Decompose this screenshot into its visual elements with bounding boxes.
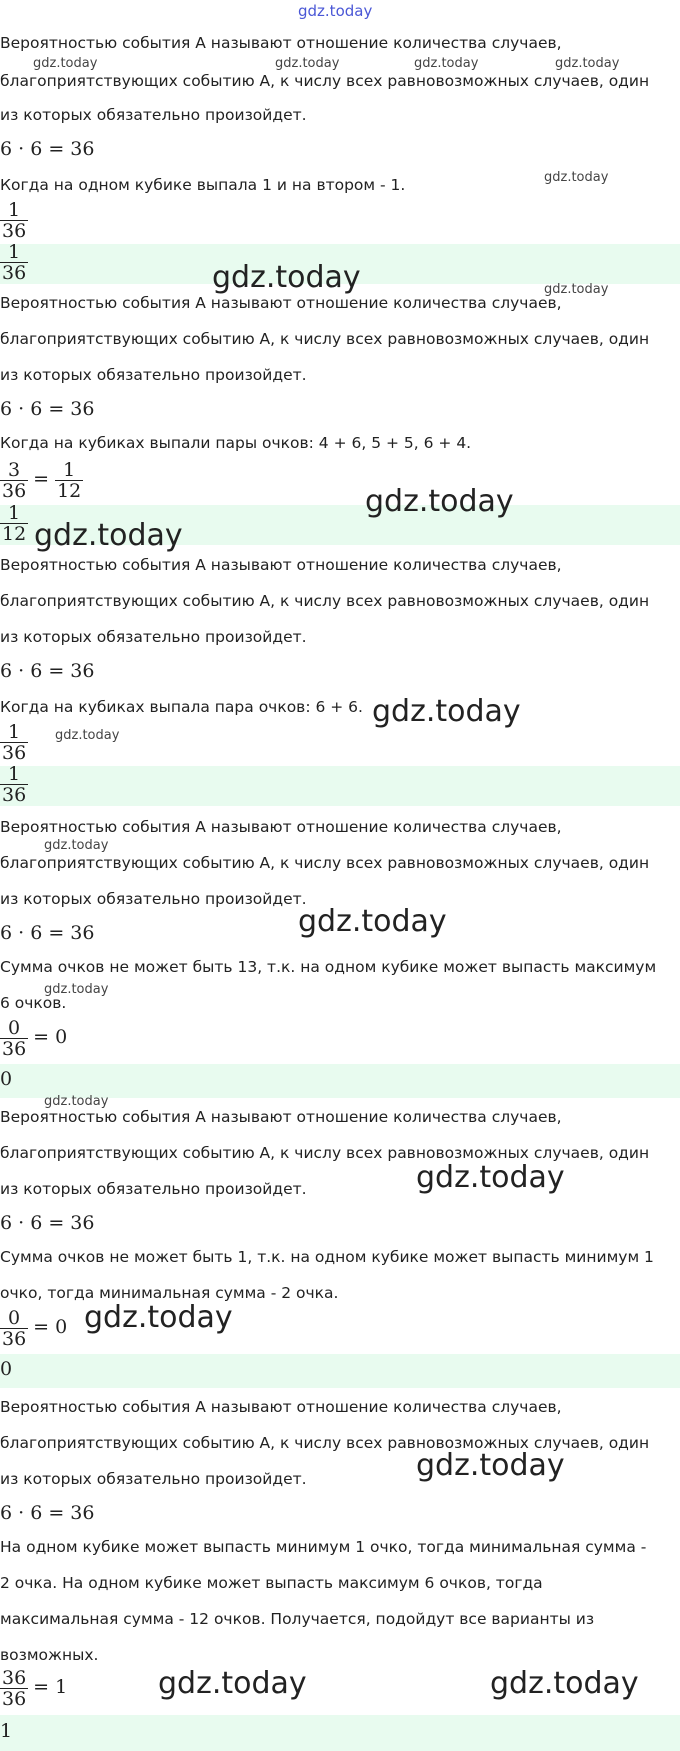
watermark: gdz.today bbox=[55, 728, 120, 743]
probability-fraction: $\frac{1}{36}$ bbox=[2, 721, 27, 764]
probability-fraction: $\frac{3}{36}$ = $\frac{1}{12}$ bbox=[2, 459, 82, 502]
answer-value: 0 bbox=[0, 1068, 13, 1090]
definition-line-2: благоприятствующих событию А, к числу всех равновозможных случаев, один bbox=[0, 592, 650, 610]
definition-line-3: из которых обязательно произойдет. bbox=[0, 890, 307, 908]
definition-line-1: Вероятностью события А называют отношение количества случаев, bbox=[0, 818, 562, 836]
definition-line-3: из которых обязательно произойдет. bbox=[0, 366, 307, 384]
watermark-large: gdz.today bbox=[365, 484, 514, 519]
watermark: gdz.today bbox=[555, 56, 620, 71]
definition-line-2: благоприятствующих событию А, к числу всех равновозможных случаев, один bbox=[0, 330, 650, 348]
watermark: gdz.today bbox=[33, 56, 98, 71]
total-outcomes: 6 · 6 = 36 bbox=[0, 660, 95, 682]
condition-line-1: На одном кубике может выпасть минимум 1 очко, тогда минимальная сумма - bbox=[0, 1538, 647, 1556]
watermark-large: gdz.today bbox=[298, 904, 447, 939]
answer-fraction: $\frac{1}{12}$ bbox=[2, 502, 27, 545]
condition-line-1: Сумма очков не может быть 1, т.к. на одном кубике может выпасть минимум 1 bbox=[0, 1248, 654, 1266]
probability-fraction: $\frac{1}{36}$ bbox=[2, 199, 27, 242]
condition-line-2: 6 очков. bbox=[0, 994, 67, 1012]
condition: Когда на кубиках выпала пара очков: 6 + 6. bbox=[0, 698, 363, 716]
definition-line-3: из которых обязательно произойдет. bbox=[0, 106, 307, 124]
probability-fraction: $\frac{36}{36}$ = 1 bbox=[2, 1667, 68, 1710]
watermark: gdz.today bbox=[414, 56, 479, 71]
answer-value: 0 bbox=[0, 1358, 13, 1380]
total-outcomes: 6 · 6 = 36 bbox=[0, 922, 95, 944]
total-outcomes: 6 · 6 = 36 bbox=[0, 1502, 95, 1524]
definition-line-3: из которых обязательно произойдет. bbox=[0, 1470, 307, 1488]
answer-fraction: $\frac{1}{36}$ bbox=[2, 763, 27, 806]
answer-band-3 bbox=[0, 763, 680, 806]
definition-line-3: из которых обязательно произойдет. bbox=[0, 628, 307, 646]
watermark-large: gdz.today bbox=[212, 260, 361, 295]
probability-fraction: $\frac{0}{36}$ = 0 bbox=[2, 1307, 68, 1350]
watermark-large: gdz.today bbox=[416, 1448, 565, 1483]
answer-value: 1 bbox=[0, 1720, 13, 1742]
definition-line-2: благоприятствующих событию А, к числу всех равновозможных случаев, один bbox=[0, 1144, 650, 1162]
watermark-large: gdz.today bbox=[84, 1300, 233, 1335]
probability-fraction: $\frac{0}{36}$ = 0 bbox=[2, 1017, 68, 1060]
header-watermark: gdz.today bbox=[298, 2, 373, 20]
total-outcomes: 6 · 6 = 36 bbox=[0, 138, 95, 160]
answer-fraction: $\frac{1}{36}$ bbox=[2, 241, 27, 284]
condition: Когда на одном кубике выпала 1 и на втором - 1. bbox=[0, 176, 406, 194]
watermark: gdz.today bbox=[44, 1094, 109, 1109]
definition-line-2: благоприятствующих событию А, к числу всех равновозможных случаев, один bbox=[0, 1434, 650, 1452]
watermark: gdz.today bbox=[44, 838, 109, 853]
answer-band-4 bbox=[0, 1064, 680, 1098]
total-outcomes: 6 · 6 = 36 bbox=[0, 398, 95, 420]
watermark-large: gdz.today bbox=[490, 1666, 639, 1701]
definition-line-1: Вероятностью события А называют отношение количества случаев, bbox=[0, 556, 562, 574]
watermark: gdz.today bbox=[275, 56, 340, 71]
watermark-large: gdz.today bbox=[34, 518, 183, 553]
answer-band-6 bbox=[0, 1715, 680, 1751]
definition-line-1: Вероятностью события А называют отношение количества случаев, bbox=[0, 34, 562, 52]
definition-line-2: благоприятствующих событию А, к числу всех равновозможных случаев, один bbox=[0, 854, 650, 872]
definition-line-1: Вероятностью события А называют отношение количества случаев, bbox=[0, 1398, 562, 1416]
watermark-large: gdz.today bbox=[158, 1666, 307, 1701]
watermark: gdz.today bbox=[544, 170, 609, 185]
definition-line-3: из которых обязательно произойдет. bbox=[0, 1180, 307, 1198]
condition-line-2: 2 очка. На одном кубике может выпасть максимум 6 очков, тогда bbox=[0, 1574, 543, 1592]
condition-line-1: Сумма очков не может быть 13, т.к. на одном кубике может выпасть максимум bbox=[0, 958, 657, 976]
total-outcomes: 6 · 6 = 36 bbox=[0, 1212, 95, 1234]
condition: Когда на кубиках выпали пары очков: 4 + 6, 5 + 5, 6 + 4. bbox=[0, 434, 472, 452]
condition-line-2: очко, тогда минимальная сумма - 2 очка. bbox=[0, 1284, 339, 1302]
condition-line-3: максимальная сумма - 12 очков. Получается, подойдут все варианты из bbox=[0, 1610, 595, 1628]
definition-line-2: благоприятствующих событию А, к числу всех равновозможных случаев, один bbox=[0, 72, 650, 90]
watermark: gdz.today bbox=[44, 982, 109, 997]
answer-band-5 bbox=[0, 1354, 680, 1388]
watermark-large: gdz.today bbox=[416, 1160, 565, 1195]
watermark: gdz.today bbox=[544, 282, 609, 297]
condition-line-4: возможных. bbox=[0, 1646, 99, 1664]
watermark-large: gdz.today bbox=[372, 694, 521, 729]
definition-line-1: Вероятностью события А называют отношение количества случаев, bbox=[0, 1108, 562, 1126]
definition-line-1: Вероятностью события А называют отношение количества случаев, bbox=[0, 294, 562, 312]
